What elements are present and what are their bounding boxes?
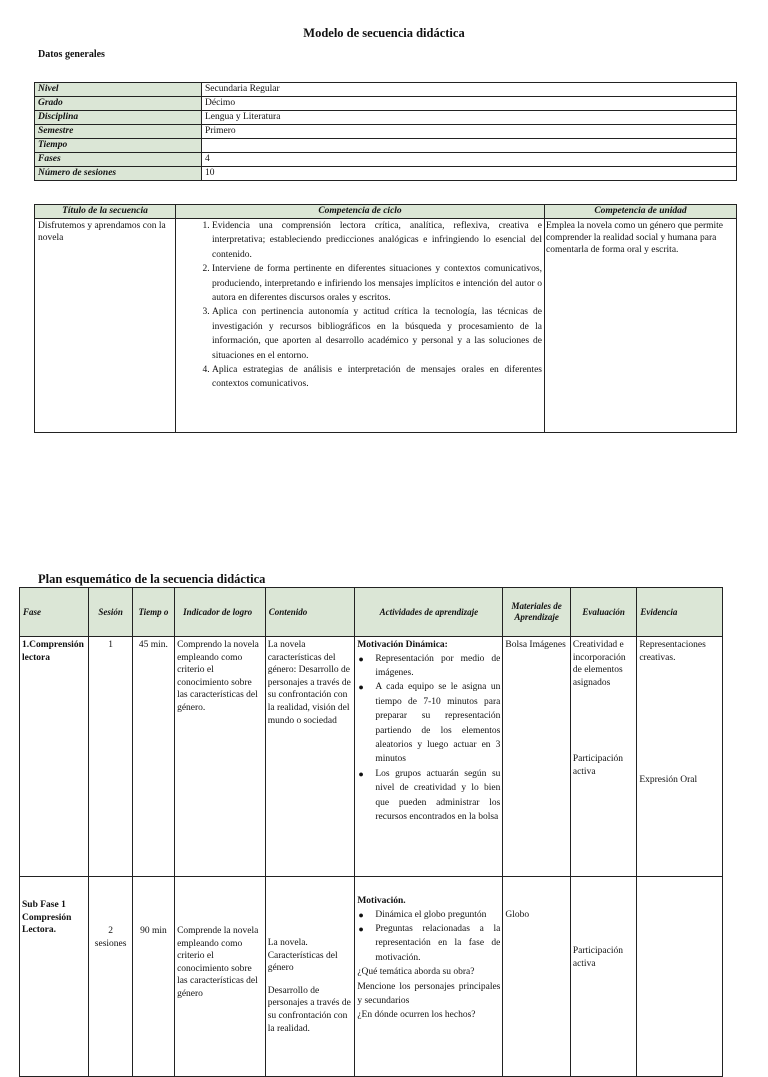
value-grado: Décimo <box>202 97 737 111</box>
value-sesiones: 10 <box>202 167 737 181</box>
table-row <box>35 97 737 111</box>
actividades-cell <box>355 637 503 877</box>
evaluacion-cell <box>570 637 636 877</box>
evidence-item: Representaciones creativas. <box>639 640 706 663</box>
activity-question: ¿Qué temática aborda su obra? <box>357 967 475 978</box>
value-semestre: Primero <box>202 125 737 139</box>
header-evidencia: Evidencia <box>637 588 723 637</box>
list-item: ● Dinámica el globo preguntón <box>375 908 500 922</box>
sequence-title: Disfrutemos y aprendamos con la novela <box>35 219 176 433</box>
label-disciplina: Disciplina <box>35 111 202 125</box>
indicador-cell: Comprende la novela empleando como criterio el conocimiento sobre las características del género <box>175 877 266 1077</box>
table-row <box>35 219 737 433</box>
header-fase: Fase <box>20 588 89 637</box>
value-tiempo <box>202 139 737 153</box>
header-unit-competence: Competencia de unidad <box>545 205 737 219</box>
table-row <box>20 637 723 877</box>
value-disciplina: Lengua y Literatura <box>202 111 737 125</box>
header-evaluacion: Evaluación <box>570 588 636 637</box>
activity-question: ¿En dónde ocurren los hechos? <box>357 1010 476 1021</box>
table-row <box>35 83 737 97</box>
list-item: ● Los grupos actuarán según su nivel de creatividad y lo bien que pueden administrar los recursos encontrados en la bolsa <box>375 767 500 825</box>
label-grado: Grado <box>35 97 202 111</box>
table-header-row <box>35 205 737 219</box>
list-item: 4. Aplica estrategias de análisis e interpretación de mensajes orales en diferentes contextos comunicativos. <box>212 363 544 392</box>
label-sesiones: Número de sesiones <box>35 167 202 181</box>
evidencia-cell <box>637 637 723 877</box>
general-data-heading: Datos generales <box>38 49 105 60</box>
table-row <box>35 125 737 139</box>
value-fases: 4 <box>202 153 737 167</box>
content-item: La novela. Características del género <box>267 938 338 974</box>
list-item: ● A cada equipo se le asigna un tiempo de 7-10 minutos para preparar su representación partiendo de los elementos aleatorios y luego actuar en 3 minutos <box>375 680 500 766</box>
header-indicador: Indicador de logro <box>175 588 266 637</box>
header-materiales: Materiales de Aprendizaje <box>503 588 570 637</box>
tiempo-cell: 90 min <box>132 877 174 1077</box>
label-nivel: Nivel <box>35 83 202 97</box>
table-row <box>35 167 737 181</box>
sesion-cell: 2 sesiones <box>89 877 132 1077</box>
content-item: Desarrollo de personajes a través de su confrontación con la realidad. <box>267 985 351 1034</box>
actividades-cell <box>355 877 503 1077</box>
cycle-competence-cell <box>176 219 545 433</box>
header-contenido: Contenido <box>265 588 355 637</box>
label-semestre: Semestre <box>35 125 202 139</box>
evaluation-item: Creatividad e incorporación de elementos asignados <box>572 640 626 688</box>
evaluation-item: Participación activa <box>572 754 623 777</box>
document-title: Modelo de secuencia didáctica <box>303 26 465 40</box>
evaluacion-cell: Participación activa <box>570 877 636 1077</box>
materiales-cell: Bolsa Imágenes <box>503 637 570 877</box>
table-row <box>35 111 737 125</box>
evidencia-cell <box>637 877 723 1077</box>
header-cycle-competence: Competencia de ciclo <box>176 205 545 219</box>
plan-title: Plan esquemático de la secuencia didáctica <box>38 572 266 586</box>
table-row <box>35 153 737 167</box>
tiempo-cell: 45 min. <box>132 637 174 877</box>
header-tiempo: Tiemp o <box>132 588 174 637</box>
activity-question: Mencione los personajes principales y secundarios <box>357 981 501 1007</box>
plan-table <box>19 587 723 1077</box>
activity-list <box>357 908 500 966</box>
list-item: 1. Evidencia una comprensión lectora crítica, analítica, reflexiva, creativa e interpretativa; estableciendo predicciones analógicas e infringiendo lo esencial del contenido. <box>212 219 544 262</box>
list-item: ● Representación por medio de imágenes. <box>375 652 500 681</box>
label-fases: Fases <box>35 153 202 167</box>
indicador-cell: Comprendo la novela empleando como criterio el conocimiento sobre las características del género. <box>175 637 266 877</box>
header-actividades: Actividades de aprendizaje <box>355 588 503 637</box>
sesion-cell: 1 <box>89 637 132 877</box>
contenido-cell: La novela características del género: Desarrollo de personajes a través de su confrontación con la realidad, visión del mundo o sociedad <box>265 637 355 877</box>
fase-cell: Sub Fase 1 Compresión Lectora. <box>20 877 89 1077</box>
activity-heading: Motivación Dinámica: <box>357 640 448 650</box>
cycle-competence-list <box>176 219 544 392</box>
list-item: 2. Interviene de forma pertinente en diferentes situaciones y contextos comunicativos, produciendo, interpretando e infiriendo los mensajes implícitos e intención del autor o autora en diferentes discursos orales y escritos. <box>212 262 544 305</box>
fase-cell: 1.Comprensión lectora <box>20 637 89 877</box>
sequence-table <box>34 204 737 433</box>
activity-heading: Motivación. <box>357 896 406 906</box>
label-tiempo: Tiempo <box>35 139 202 153</box>
materiales-cell: Globo <box>503 877 570 1077</box>
evidence-item: Expresión Oral <box>639 775 698 786</box>
unit-competence: Emplea la novela como un género que permite comprender la realidad social y humana para comentarla de forma oral y escrita. <box>545 219 737 433</box>
contenido-cell <box>265 877 355 1077</box>
table-row <box>35 139 737 153</box>
header-sesion: Sesión <box>89 588 132 637</box>
header-sequence-title: Título de la secuencia <box>35 205 176 219</box>
list-item: 3. Aplica con pertinencia autonomía y actitud crítica la tecnología, las técnicas de investigación y recursos bibliográficos en la búsqueda y procesamiento de la información, que aporten al desarrollo académico y personal y a las soluciones de situaciones en el entorno. <box>212 305 544 363</box>
general-data-table <box>34 82 737 181</box>
value-nivel: Secundaria Regular <box>202 83 737 97</box>
activity-list <box>357 652 500 825</box>
table-header-row <box>20 588 723 637</box>
list-item: ● Preguntas relacionadas a la representación en la fase de motivación. <box>375 922 500 965</box>
table-row <box>20 877 723 1077</box>
